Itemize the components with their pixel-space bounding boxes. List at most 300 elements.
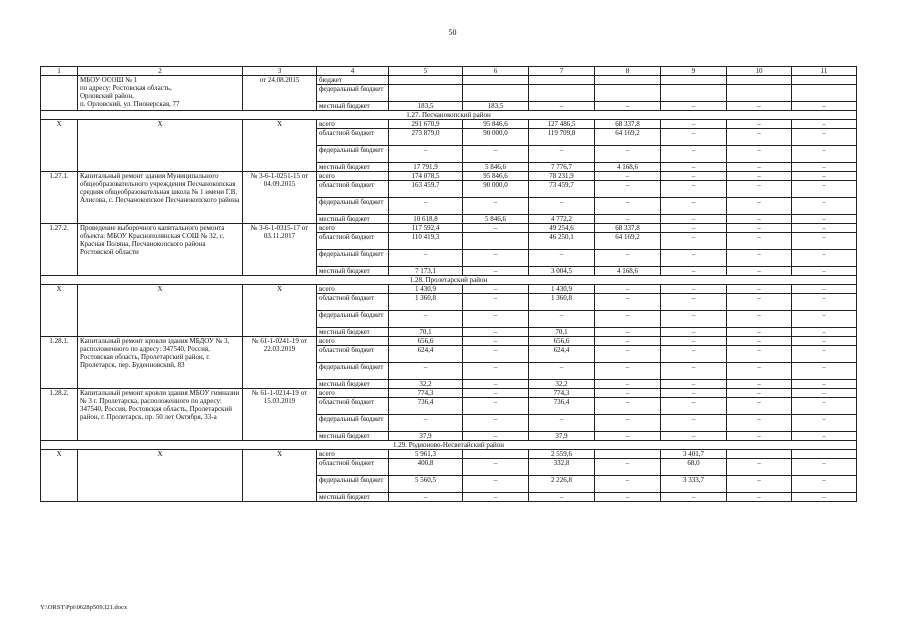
amount-cell: [529, 76, 595, 85]
amount-cell: –: [792, 102, 857, 111]
amount-cell: 32,2: [529, 380, 595, 389]
amount-cell: 110 419,3: [389, 233, 463, 250]
amount-cell: –: [661, 415, 727, 432]
amount-cell: 78 231,9: [529, 172, 595, 181]
amount-cell: –: [529, 415, 595, 432]
column-header: 6: [463, 67, 529, 76]
table-row: [41, 120, 857, 129]
row-number: 1.28.1.: [41, 337, 78, 389]
amount-cell: –: [389, 311, 463, 328]
budget-type: всего: [317, 285, 389, 294]
amount-cell: –: [661, 129, 727, 146]
budget-type: всего: [317, 337, 389, 346]
amount-cell: –: [792, 233, 857, 250]
amount-cell: 1 430,9: [529, 285, 595, 294]
amount-cell: –: [463, 346, 529, 363]
object-name: Капитальный ремонт кровли здания МБДОУ № 3, расположенного по адресу: 347540, Россия, Ростовская область, Пролетарский район, г. Пролетарск, пер. Буденновский, 83: [78, 337, 243, 389]
amount-cell: –: [792, 398, 857, 415]
amount-cell: 90 000,0: [463, 129, 529, 146]
budget-type: областной бюджет: [317, 346, 389, 363]
contract-date: Х: [243, 450, 317, 502]
amount-cell: 5 846,6: [463, 215, 529, 224]
budget-type: местный бюджет: [317, 380, 389, 389]
amount-cell: –: [463, 250, 529, 267]
amount-cell: –: [595, 285, 661, 294]
amount-cell: [463, 85, 529, 102]
amount-cell: –: [727, 198, 792, 215]
amount-cell: –: [727, 398, 792, 415]
amount-cell: 68,0: [661, 459, 727, 476]
row-number: 1.27.2.: [41, 224, 78, 276]
amount-cell: –: [727, 215, 792, 224]
district-title: 1.28. Пролетарский район: [41, 276, 857, 285]
amount-cell: 183,5: [389, 102, 463, 111]
amount-cell: –: [463, 493, 529, 502]
amount-cell: 37,9: [389, 432, 463, 441]
amount-cell: [463, 76, 529, 85]
amount-cell: –: [529, 198, 595, 215]
amount-cell: –: [595, 346, 661, 363]
amount-cell: –: [727, 129, 792, 146]
column-header: 9: [661, 67, 727, 76]
amount-cell: –: [727, 172, 792, 181]
footer-path: Y:\ORST\Ppi\0628p509.f21.docx: [40, 604, 128, 611]
amount-cell: 3 004,5: [529, 267, 595, 276]
amount-cell: –: [792, 328, 857, 337]
amount-cell: –: [727, 267, 792, 276]
budget-type: местный бюджет: [317, 215, 389, 224]
amount-cell: –: [792, 493, 857, 502]
amount-cell: –: [792, 163, 857, 172]
object-name: Проведение выборочного капитального ремонта объекта: МБОУ Краснополянская СОШ № 32, с. Красная Поляна, Песчанокопского района Ростовской области: [78, 224, 243, 276]
amount-cell: 117 592,4: [389, 224, 463, 233]
amount-cell: –: [661, 294, 727, 311]
amount-cell: –: [792, 120, 857, 129]
page-number: 50: [448, 28, 457, 37]
amount-cell: [529, 85, 595, 102]
amount-cell: –: [727, 389, 792, 398]
amount-cell: –: [661, 267, 727, 276]
amount-cell: –: [389, 250, 463, 267]
budget-type: областной бюджет: [317, 181, 389, 198]
amount-cell: 73 459,7: [529, 181, 595, 198]
amount-cell: –: [727, 285, 792, 294]
amount-cell: –: [727, 337, 792, 346]
amount-cell: –: [661, 172, 727, 181]
amount-cell: 64 169,2: [595, 233, 661, 250]
amount-cell: –: [661, 163, 727, 172]
amount-cell: –: [595, 146, 661, 163]
amount-cell: –: [661, 363, 727, 380]
amount-cell: –: [595, 294, 661, 311]
amount-cell: 400,8: [389, 459, 463, 476]
amount-cell: 70,1: [529, 328, 595, 337]
amount-cell: –: [463, 380, 529, 389]
amount-cell: –: [463, 389, 529, 398]
amount-cell: 7 776,7: [529, 163, 595, 172]
amount-cell: –: [727, 102, 792, 111]
budget-type: федеральный бюджет: [317, 476, 389, 493]
amount-cell: 174 078,5: [389, 172, 463, 181]
amount-cell: –: [792, 250, 857, 267]
budget-type: областной бюджет: [317, 129, 389, 146]
amount-cell: –: [727, 146, 792, 163]
amount-cell: –: [727, 294, 792, 311]
amount-cell: 7 173,1: [389, 267, 463, 276]
amount-cell: [792, 85, 857, 102]
district-section-row: [41, 111, 857, 120]
amount-cell: –: [661, 380, 727, 389]
object-name: Х: [78, 120, 243, 172]
row-number: 1.28.2.: [41, 389, 78, 441]
row-number: Х: [41, 450, 78, 502]
table-row: [41, 224, 857, 233]
table-row: [41, 76, 857, 85]
amount-cell: 95 846,6: [463, 172, 529, 181]
amount-cell: –: [792, 337, 857, 346]
amount-cell: –: [595, 250, 661, 267]
amount-cell: –: [389, 198, 463, 215]
object-name: Х: [78, 450, 243, 502]
amount-cell: 1 430,9: [389, 285, 463, 294]
amount-cell: [661, 76, 727, 85]
column-header: 1: [41, 67, 78, 76]
amount-cell: 119 709,8: [529, 129, 595, 146]
amount-cell: –: [595, 311, 661, 328]
amount-cell: –: [661, 233, 727, 250]
amount-cell: 5 961,3: [389, 450, 463, 459]
amount-cell: –: [792, 346, 857, 363]
object-name: Капитальный ремонт кровли здания МБОУ гимназии № 3 г. Пролетарска, расположенного по адресу: 347540, Россия, Ростовская область, Пролетарский район, г. Пролетарск, пр. 50 лет Октября, 33-а: [78, 389, 243, 441]
amount-cell: –: [463, 328, 529, 337]
contract-date: Х: [243, 285, 317, 337]
budget-table: [40, 66, 857, 502]
amount-cell: 127 486,5: [529, 120, 595, 129]
amount-cell: [389, 76, 463, 85]
amount-cell: –: [661, 493, 727, 502]
budget-type: областной бюджет: [317, 398, 389, 415]
amount-cell: 1 360,8: [389, 294, 463, 311]
amount-cell: –: [595, 398, 661, 415]
amount-cell: 5 560,5: [389, 476, 463, 493]
table-row: [41, 389, 857, 398]
amount-cell: –: [463, 363, 529, 380]
amount-cell: [661, 85, 727, 102]
amount-cell: 774,3: [389, 389, 463, 398]
amount-cell: –: [727, 250, 792, 267]
budget-type: федеральный бюджет: [317, 250, 389, 267]
amount-cell: 3 401,7: [661, 450, 727, 459]
amount-cell: –: [792, 294, 857, 311]
amount-cell: –: [389, 146, 463, 163]
amount-cell: 4 772,2: [529, 215, 595, 224]
amount-cell: –: [595, 363, 661, 380]
amount-cell: –: [595, 181, 661, 198]
table-row: [41, 172, 857, 181]
district-section-row: [41, 441, 857, 450]
amount-cell: 736,4: [529, 398, 595, 415]
amount-cell: –: [661, 250, 727, 267]
amount-cell: [595, 450, 661, 459]
amount-cell: –: [463, 224, 529, 233]
amount-cell: –: [529, 102, 595, 111]
amount-cell: –: [595, 432, 661, 441]
amount-cell: –: [792, 285, 857, 294]
row-number: Х: [41, 285, 78, 337]
amount-cell: –: [661, 389, 727, 398]
table-row: [41, 450, 857, 459]
amount-cell: –: [792, 459, 857, 476]
amount-cell: –: [389, 363, 463, 380]
amount-cell: [463, 233, 529, 250]
amount-cell: 68 337,8: [595, 120, 661, 129]
amount-cell: –: [595, 337, 661, 346]
budget-type: всего: [317, 224, 389, 233]
amount-cell: –: [595, 215, 661, 224]
column-header: 2: [78, 67, 243, 76]
amount-cell: 2 559,6: [529, 450, 595, 459]
amount-cell: –: [792, 476, 857, 493]
amount-cell: 90 000,0: [463, 181, 529, 198]
amount-cell: –: [389, 493, 463, 502]
amount-cell: –: [463, 398, 529, 415]
budget-type: местный бюджет: [317, 267, 389, 276]
amount-cell: [727, 76, 792, 85]
amount-cell: –: [661, 346, 727, 363]
amount-cell: –: [463, 415, 529, 432]
budget-type: федеральный бюджет: [317, 311, 389, 328]
amount-cell: –: [792, 389, 857, 398]
amount-cell: [595, 76, 661, 85]
amount-cell: –: [727, 380, 792, 389]
amount-cell: –: [727, 363, 792, 380]
amount-cell: –: [529, 363, 595, 380]
amount-cell: 3 333,7: [661, 476, 727, 493]
amount-cell: –: [727, 181, 792, 198]
amount-cell: –: [661, 398, 727, 415]
column-number-header: [41, 67, 857, 76]
budget-type: местный бюджет: [317, 328, 389, 337]
amount-cell: 291 670,9: [389, 120, 463, 129]
amount-cell: –: [792, 224, 857, 233]
district-title: 1.27. Песчанокопский район: [41, 111, 857, 120]
amount-cell: –: [595, 198, 661, 215]
amount-cell: 774,3: [529, 389, 595, 398]
amount-cell: 37,9: [529, 432, 595, 441]
amount-cell: [389, 85, 463, 102]
budget-type: федеральный бюджет: [317, 198, 389, 215]
amount-cell: –: [727, 476, 792, 493]
amount-cell: 332,8: [529, 459, 595, 476]
amount-cell: –: [661, 120, 727, 129]
contract-date: от 24.08.2015: [243, 76, 317, 111]
amount-cell: –: [529, 493, 595, 502]
amount-cell: 5 846,6: [463, 163, 529, 172]
budget-type: местный бюджет: [317, 163, 389, 172]
amount-cell: –: [463, 267, 529, 276]
amount-cell: –: [595, 476, 661, 493]
amount-cell: 624,4: [529, 346, 595, 363]
table-row: [41, 285, 857, 294]
amount-cell: –: [661, 311, 727, 328]
contract-date: № 61-1-0241-19 от 22.03.2019: [243, 337, 317, 389]
amount-cell: –: [727, 415, 792, 432]
contract-date: № 61-1-0214-19 от 15.03.2019: [243, 389, 317, 441]
column-header: 3: [243, 67, 317, 76]
amount-cell: –: [727, 120, 792, 129]
object-name: Х: [78, 285, 243, 337]
contract-date: № 3-6-1-0251-15 от 04.09.2015: [243, 172, 317, 224]
amount-cell: –: [661, 215, 727, 224]
amount-cell: –: [792, 181, 857, 198]
amount-cell: 163 459,7: [389, 181, 463, 198]
amount-cell: –: [529, 250, 595, 267]
budget-type: областной бюджет: [317, 294, 389, 311]
row-number: 1.27.1.: [41, 172, 78, 224]
amount-cell: –: [792, 380, 857, 389]
amount-cell: –: [463, 198, 529, 215]
amount-cell: –: [463, 311, 529, 328]
amount-cell: –: [595, 102, 661, 111]
amount-cell: –: [463, 146, 529, 163]
amount-cell: 32,2: [389, 380, 463, 389]
amount-cell: –: [463, 476, 529, 493]
budget-type: федеральный бюджет: [317, 415, 389, 432]
budget-type: местный бюджет: [317, 102, 389, 111]
amount-cell: 64 169,2: [595, 129, 661, 146]
amount-cell: –: [529, 311, 595, 328]
amount-cell: 10 618,8: [389, 215, 463, 224]
amount-cell: –: [661, 181, 727, 198]
amount-cell: –: [792, 432, 857, 441]
budget-type: местный бюджет: [317, 432, 389, 441]
contract-date: № 3-6-1-0315-17 от 03.11.2017: [243, 224, 317, 276]
amount-cell: 2 226,8: [529, 476, 595, 493]
amount-cell: –: [463, 285, 529, 294]
amount-cell: –: [595, 172, 661, 181]
amount-cell: –: [661, 146, 727, 163]
budget-type: бюджет: [317, 76, 389, 85]
amount-cell: –: [727, 328, 792, 337]
amount-cell: 736,4: [389, 398, 463, 415]
amount-cell: –: [529, 146, 595, 163]
amount-cell: –: [727, 459, 792, 476]
contract-date: Х: [243, 120, 317, 172]
amount-cell: [595, 85, 661, 102]
budget-type: федеральный бюджет: [317, 146, 389, 163]
column-header: 11: [792, 67, 857, 76]
amount-cell: –: [661, 328, 727, 337]
amount-cell: –: [792, 415, 857, 432]
amount-cell: –: [661, 432, 727, 441]
budget-type: местный бюджет: [317, 493, 389, 502]
amount-cell: –: [792, 311, 857, 328]
table-row: [41, 337, 857, 346]
amount-cell: –: [792, 198, 857, 215]
amount-cell: 656,6: [389, 337, 463, 346]
amount-cell: –: [661, 337, 727, 346]
column-header: 8: [595, 67, 661, 76]
budget-type: областной бюджет: [317, 459, 389, 476]
budget-type: всего: [317, 450, 389, 459]
amount-cell: [792, 450, 857, 459]
budget-type: всего: [317, 120, 389, 129]
amount-cell: [727, 85, 792, 102]
amount-cell: –: [463, 337, 529, 346]
amount-cell: [727, 450, 792, 459]
amount-cell: –: [792, 215, 857, 224]
amount-cell: –: [389, 415, 463, 432]
amount-cell: 273 879,0: [389, 129, 463, 146]
amount-cell: –: [727, 311, 792, 328]
amount-cell: –: [595, 415, 661, 432]
object-name: Капитальный ремонт здания Муниципального общеобразовательного учреждения Песчанокопская средняя общеобразовательная школа № 1 имени Г.В. Алисова, с. Песчанокопское Песчанокопского района: [78, 172, 243, 224]
amount-cell: –: [595, 380, 661, 389]
amount-cell: –: [792, 172, 857, 181]
amount-cell: 46 250,1: [529, 233, 595, 250]
object-name: МБОУ ОСОШ № 1 по адресу: Ростовская область, Орловский район, п. Орловский, ул. Пионерская, 77: [78, 76, 243, 111]
column-header: 4: [317, 67, 389, 76]
amount-cell: –: [595, 493, 661, 502]
amount-cell: 49 254,6: [529, 224, 595, 233]
amount-cell: –: [792, 146, 857, 163]
amount-cell: –: [595, 459, 661, 476]
column-header: 7: [529, 67, 595, 76]
amount-cell: 4 168,6: [595, 267, 661, 276]
amount-cell: –: [727, 432, 792, 441]
amount-cell: –: [595, 328, 661, 337]
amount-cell: –: [792, 363, 857, 380]
amount-cell: –: [792, 267, 857, 276]
amount-cell: –: [727, 163, 792, 172]
budget-type: федеральный бюджет: [317, 85, 389, 102]
amount-cell: –: [792, 129, 857, 146]
amount-cell: –: [661, 102, 727, 111]
amount-cell: 183,5: [463, 102, 529, 111]
row-number: Х: [41, 120, 78, 172]
amount-cell: –: [727, 233, 792, 250]
amount-cell: 4 168,6: [595, 163, 661, 172]
amount-cell: –: [661, 285, 727, 294]
amount-cell: –: [727, 493, 792, 502]
amount-cell: 68 337,8: [595, 224, 661, 233]
amount-cell: –: [727, 346, 792, 363]
budget-type: федеральный бюджет: [317, 363, 389, 380]
budget-type: всего: [317, 389, 389, 398]
amount-cell: 70,1: [389, 328, 463, 337]
district-section-row: [41, 276, 857, 285]
amount-cell: 17 791,9: [389, 163, 463, 172]
amount-cell: –: [661, 224, 727, 233]
amount-cell: –: [463, 459, 529, 476]
amount-cell: –: [727, 224, 792, 233]
amount-cell: –: [595, 389, 661, 398]
amount-cell: [463, 450, 529, 459]
row-number: [41, 76, 78, 111]
budget-type: областной бюджет: [317, 233, 389, 250]
district-title: 1.29. Родионово-Несветайский район: [41, 441, 857, 450]
amount-cell: 95 846,6: [463, 120, 529, 129]
column-header: 5: [389, 67, 463, 76]
budget-type: всего: [317, 172, 389, 181]
amount-cell: –: [463, 294, 529, 311]
amount-cell: –: [463, 432, 529, 441]
amount-cell: –: [661, 198, 727, 215]
column-header: 10: [727, 67, 792, 76]
amount-cell: 624,4: [389, 346, 463, 363]
amount-cell: [792, 76, 857, 85]
amount-cell: 1 360,8: [529, 294, 595, 311]
